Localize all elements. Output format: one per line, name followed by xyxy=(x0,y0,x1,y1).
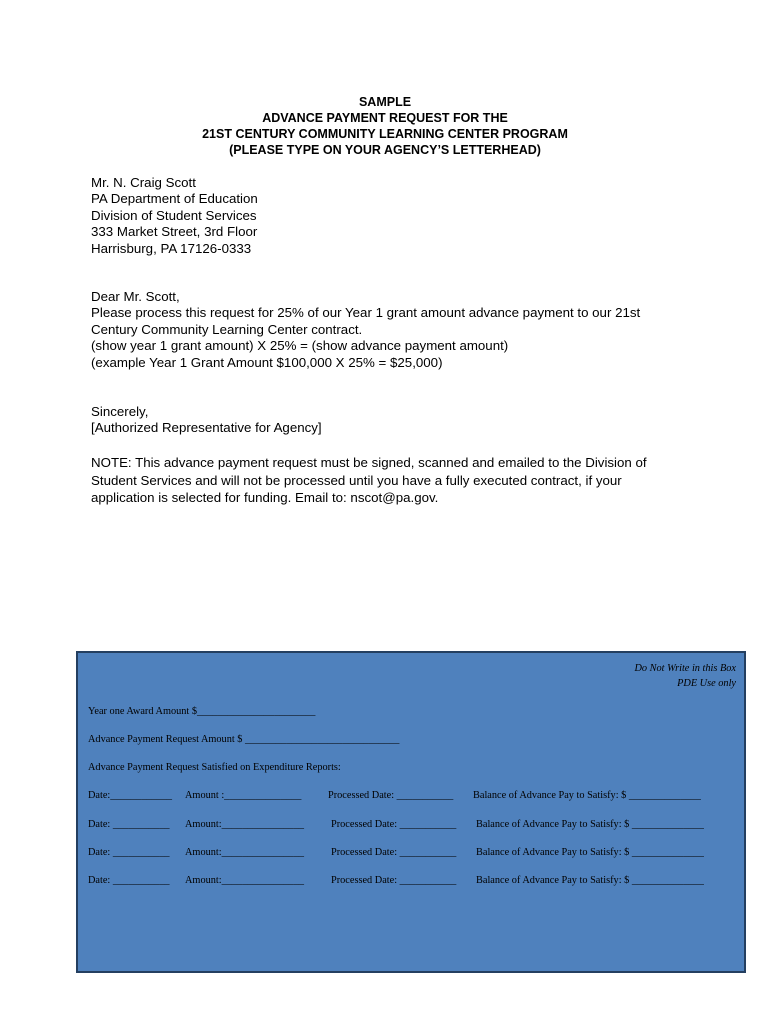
signer: [Authorized Representative for Agency] xyxy=(91,420,322,436)
note-paragraph xyxy=(91,454,647,507)
date-field: Date: ___________ xyxy=(88,875,170,886)
amount-field: Amount:________________ xyxy=(185,847,304,858)
date-field: Date:____________ xyxy=(88,790,173,801)
address-line: Mr. N. Craig Scott xyxy=(91,175,196,190)
document-title xyxy=(0,94,770,158)
processed-date-field: Processed Date: ___________ xyxy=(331,819,457,830)
address-line: 333 Market Street, 3rd Floor xyxy=(91,224,258,240)
balance-field: Balance of Advance Pay to Satisfy: $ ______________ xyxy=(476,875,704,886)
title-instruction: (PLEASE TYPE ON YOUR AGENCY’S LETTERHEAD) xyxy=(229,143,541,157)
date-field: Date: ___________ xyxy=(88,819,170,830)
note-line: application is selected for funding. Email to: nscot@pa.gov. xyxy=(91,490,439,505)
sign-off: Sincerely, xyxy=(91,404,149,419)
title-program: 21ST CENTURY COMMUNITY LEARNING CENTER PROGRAM xyxy=(202,127,568,141)
do-not-write-note xyxy=(634,661,736,691)
date-field: Date: ___________ xyxy=(88,847,170,858)
recipient-address xyxy=(91,175,258,257)
address-line: Harrisburg, PA 17126-0333 xyxy=(91,240,252,256)
address-line: PA Department of Education xyxy=(91,191,258,207)
title-request: ADVANCE PAYMENT REQUEST FOR THE xyxy=(262,111,508,125)
satisfied-heading: Advance Payment Request Satisfied on Expenditure Reports: xyxy=(88,762,341,773)
letter-line: (example Year 1 Grant Amount $100,000 X 25% = $25,000) xyxy=(91,354,443,370)
processed-date-field: Processed Date: ___________ xyxy=(328,790,454,801)
amount-field: Amount:________________ xyxy=(185,819,304,830)
letter-line: (show year 1 grant amount) X 25% = (show advance payment amount) xyxy=(91,338,509,354)
salutation: Dear Mr. Scott, xyxy=(91,289,180,304)
title-sample: SAMPLE xyxy=(358,95,412,109)
letter-line: Century Community Learning Center contract. xyxy=(91,321,363,337)
balance-field: Balance of Advance Pay to Satisfy: $ ______________ xyxy=(476,847,704,858)
do-not-write-line: Do Not Write in this Box xyxy=(634,663,736,674)
letter-body xyxy=(91,289,640,371)
balance-field: Balance of Advance Pay to Satisfy: $ ______________ xyxy=(476,819,704,830)
amount-field: Amount :_______________ xyxy=(185,790,302,801)
note-line: NOTE: This advance payment request must be signed, scanned and emailed to the Division of xyxy=(91,455,647,470)
award-amount-field: Year one Award Amount $_______________________ xyxy=(88,706,316,717)
note-line: Student Services and will not be processed until you have a fully executed contract, if your xyxy=(91,472,622,488)
pde-use-only-box xyxy=(76,651,746,973)
address-line: Division of Student Services xyxy=(91,207,257,223)
processed-date-field: Processed Date: ___________ xyxy=(331,875,457,886)
pde-use-only-line: PDE Use only xyxy=(677,678,736,689)
letter-line: Please process this request for 25% of our Year 1 grant amount advance payment to our 21st xyxy=(91,305,641,321)
balance-field: Balance of Advance Pay to Satisfy: $ ______________ xyxy=(473,790,701,801)
amount-field: Amount:________________ xyxy=(185,875,304,886)
processed-date-field: Processed Date: ___________ xyxy=(331,847,457,858)
letter-closing xyxy=(91,404,322,437)
advance-request-field: Advance Payment Request Amount $ ______________________________ xyxy=(88,734,400,745)
